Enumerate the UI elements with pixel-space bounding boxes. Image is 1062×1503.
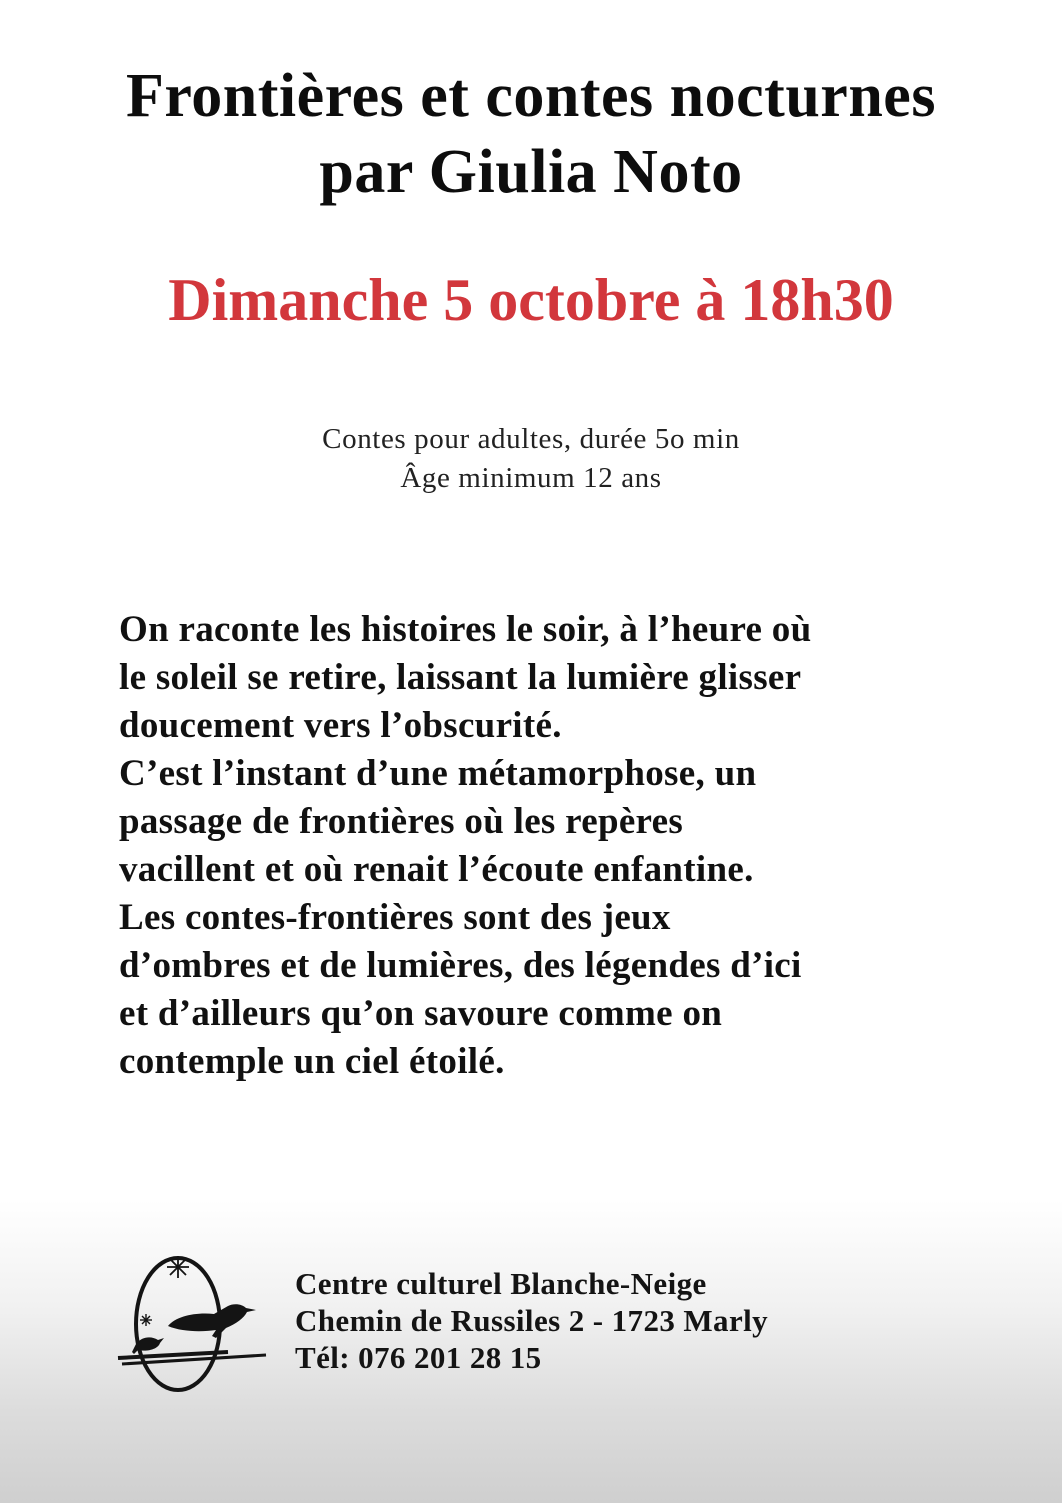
venue-address-block bbox=[295, 1265, 768, 1376]
description-line: Les contes-frontières sont des jeux bbox=[119, 897, 671, 938]
venue-name: Centre culturel Blanche-Neige bbox=[295, 1266, 707, 1301]
event-info bbox=[0, 420, 1062, 498]
event-audience-duration: Contes pour adultes, durée 5o min bbox=[322, 423, 740, 455]
description-line: doucement vers l’obscurité. bbox=[119, 705, 562, 746]
title-line-2: par Giulia Noto bbox=[319, 138, 743, 206]
venue-address: Chemin de Russiles 2 - 1723 Marly bbox=[295, 1303, 769, 1338]
event-description bbox=[119, 606, 959, 1086]
description-line: et d’ailleurs qu’on savoure comme on bbox=[119, 993, 723, 1034]
description-line: d’ombres et de lumières, des légendes d’ici bbox=[119, 945, 802, 986]
poster-title bbox=[0, 58, 1062, 210]
description-line: vacillent et où renait l’écoute enfantine. bbox=[119, 849, 754, 890]
egg-bird-logo-icon bbox=[116, 1246, 276, 1396]
description-line: le soleil se retire, laissant la lumière glisser bbox=[119, 657, 802, 698]
description-line: passage de frontières où les repères bbox=[119, 801, 684, 842]
event-date: Dimanche 5 octobre à 18h30 bbox=[168, 267, 894, 333]
event-minimum-age: Âge minimum 12 ans bbox=[400, 462, 662, 494]
venue-phone: Tél: 076 201 28 15 bbox=[295, 1340, 542, 1375]
description-line: On raconte les histoires le soir, à l’heure où bbox=[119, 609, 812, 650]
title-line-1: Frontières et contes nocturnes bbox=[126, 62, 936, 130]
description-line: C’est l’instant d’une métamorphose, un bbox=[119, 753, 757, 794]
description-line: contemple un ciel étoilé. bbox=[119, 1041, 505, 1082]
